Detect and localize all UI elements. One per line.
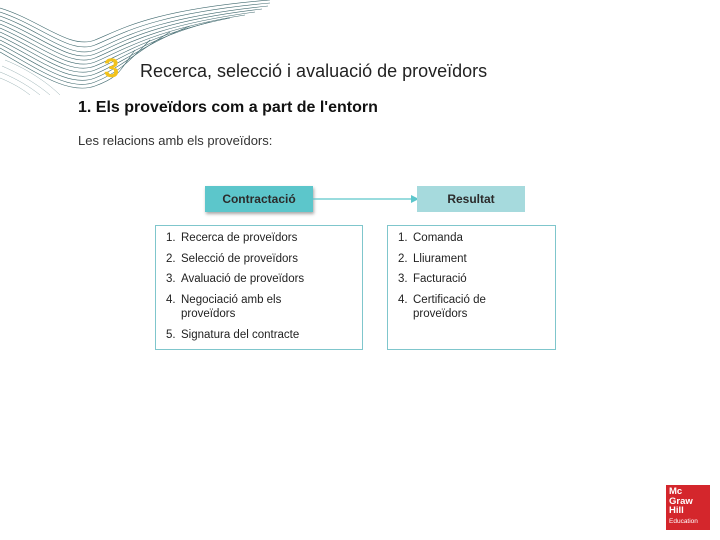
contract-header: Contractació [205, 186, 313, 212]
list-item: 4. Negociació amb els proveïdors [166, 293, 282, 320]
mcgraw-hill-logo: Mc Graw Hill Education [666, 485, 710, 530]
intro-text: Les relacions amb els proveïdors: [78, 133, 273, 148]
arrow-right-icon [313, 191, 419, 207]
section-title: 1. Els proveïdors com a part de l'entorn [78, 99, 378, 116]
list-item: 4. Certificació de proveïdors [398, 293, 486, 320]
list-item: 2. Selecció de proveïdors [166, 252, 298, 265]
list-item: 2. Lliurament [398, 252, 467, 265]
contract-steps-list [155, 225, 363, 350]
list-item: 3. Avaluació de proveïdors [166, 273, 305, 285]
result-steps-list [387, 225, 556, 350]
list-item: 5. Signatura del contracte [166, 328, 300, 341]
list-item: 1. Comanda [398, 232, 463, 244]
chapter-title: Recerca, selecció i avaluació de proveïdors [140, 61, 488, 81]
list-item: 1. Recerca de proveïdors [166, 232, 298, 244]
chapter-number: 3 [104, 53, 120, 83]
result-header: Resultat [417, 186, 525, 212]
list-item: 3. Facturació [398, 273, 467, 285]
